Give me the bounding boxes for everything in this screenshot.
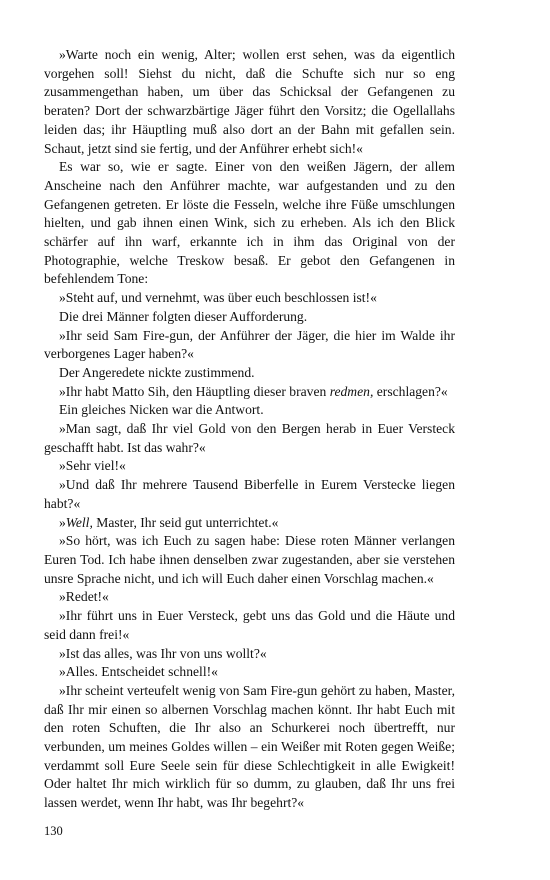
paragraph: »Steht auf, und vernehmt, was über euch beschlossen ist!« (59, 290, 377, 306)
paragraph: »Warte noch ein wenig, Alter; wollen erst sehen, was da eigentlich vorgehen soll! Siehst du nicht, daß die Schufte sich nur so eng zusammengethan haben, um über das Schicksal der Gefangenen zu beraten? Dort der schwarzbärtige Jäger führt den Vorsitz; die Ogellallahs leiden das; ihr Häuptling muß also dort an der Bahn mit gefallen sein. Schaut, jetzt sind sie fertig, und der Anführer erhebt sich!« (44, 47, 455, 156)
paragraph: Ein gleiches Nicken war die Antwort. (59, 402, 264, 418)
paragraph: »Ihr führt uns in Euer Versteck, gebt uns das Gold und die Häute und seid dann frei!« (44, 608, 455, 642)
paragraph: »Ihr seid Sam Fire-gun, der Anführer der Jäger, die hier im Walde ihr verborgenes Lager haben?« (44, 327, 455, 362)
paragraph-text: Master, Ihr seid gut unterrichtet.« (92, 514, 279, 530)
paragraph (44, 383, 455, 402)
italic-word: redmen, (329, 383, 374, 399)
page-number: 130 (44, 824, 63, 838)
body-text (44, 46, 455, 813)
paragraph: Die drei Männer folgten dieser Aufforderung. (59, 308, 308, 324)
paragraph (44, 514, 455, 533)
paragraph-text: » (59, 514, 66, 530)
paragraph: Es war so, wie er sagte. Einer von den weißen Jägern, der allem Anscheine nach den Anführer machte, war aufgestanden und zu den Gefangenen getreten. Er löste die Fesseln, welche ihre Füße umschlungen hielten, und gab ihnen einen Wink, sich zu erheben. Als ich den Blick schärfer auf ihn warf, erkannte ich in ihm das Original von der Photographie, welche Treskow besaß. Er gebot den Gefangenen in befehlendem Tone: (44, 159, 455, 287)
paragraph-text: »Ihr habt Matto Sih, den Häuptling dieser braven (59, 383, 330, 399)
paragraph: »Ist das alles, was Ihr von uns wollt?« (59, 645, 267, 661)
paragraph: »Redet!« (59, 589, 109, 605)
paragraph: Der Angeredete nickte zustimmend. (59, 364, 255, 380)
book-page (44, 46, 455, 866)
italic-word: Well, (65, 514, 93, 530)
paragraph: »Alles. Entscheidet schnell!« (59, 664, 218, 680)
paragraph: »Man sagt, daß Ihr viel Gold von den Bergen herab in Euer Versteck geschafft habt. Ist das wahr?« (44, 421, 455, 455)
paragraph: »Sehr viel!« (59, 458, 126, 474)
paragraph: »Ihr scheint verteufelt wenig von Sam Fire-gun gehört zu haben, Master, daß Ihr mir einen so albernen Vorschlag machen könnt. Ihr habt Euch mit den roten Schuften, die Ihr also an Schurkerei noch übertrefft, nur verbunden, um meines Goldes willen – ein Weißer mit Roten gegen Weiße; verdammt soll Eure Seele sein für diese Schlechtigkeit in alle Ewigkeit! Oder haltet Ihr mich wirklich für so dumm, zu glauben, daß Ihr uns frei lassen werdet, wenn Ihr habt, was Ihr begehrt?« (44, 682, 455, 811)
paragraph-text: erschlagen?« (373, 383, 448, 399)
paragraph: »Und daß Ihr mehrere Tausend Biberfelle in Eurem Verstecke liegen habt?« (44, 477, 455, 511)
paragraph: »So hört, was ich Euch zu sagen habe: Diese roten Männer verlangen Euren Tod. Ich habe ihnen denselben zwar zugestanden, aber sie verstehen unsre Sprache nicht, und ich will Euch daher einen Vorschlag machen.« (44, 533, 455, 586)
